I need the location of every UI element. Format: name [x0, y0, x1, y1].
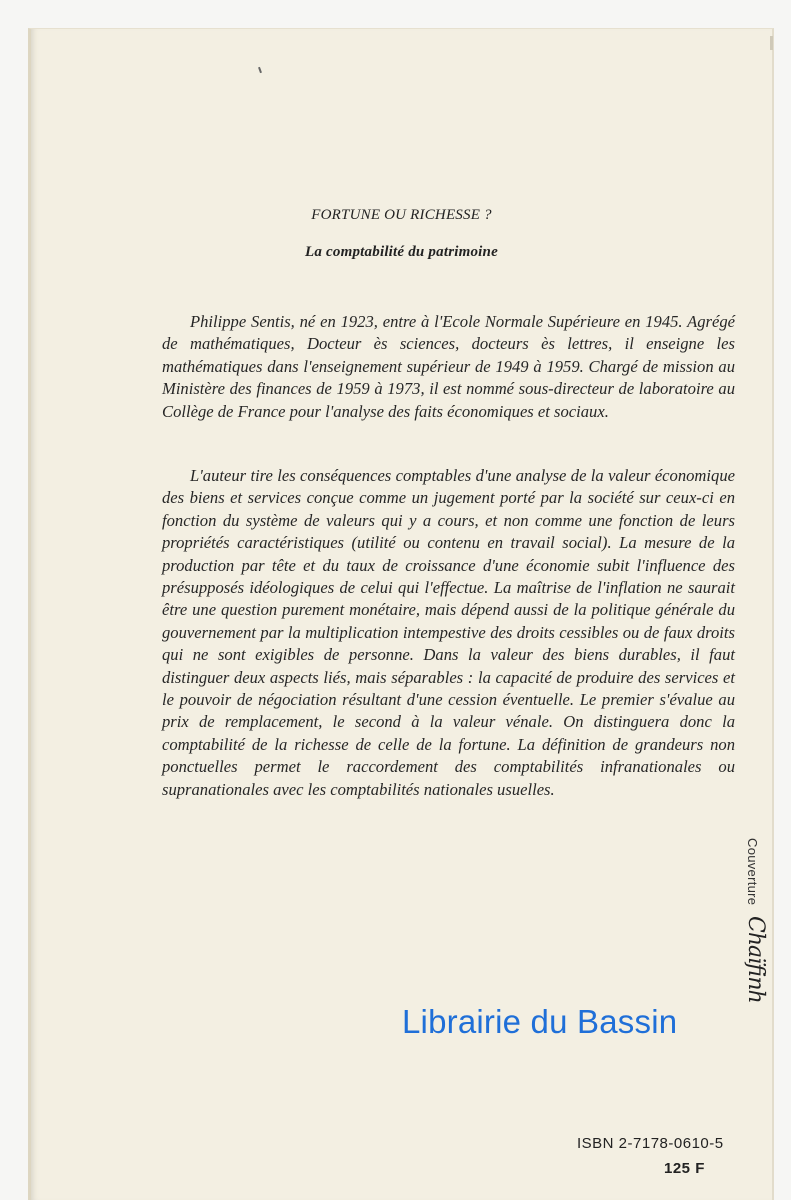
- author-bio: Philippe Sentis, né en 1923, entre à l'Ecole Normale Supérieure en 1945. Agrégé de mathématiques, Docteur ès sciences, docteurs ès lettres, il enseigne les mathématiques dans l'enseignement supérieur de 1949 à 1959. Chargé de mission au Ministère des finances de 1959 à 1973, il est nommé sous-directeur de laboratoire au Collège de France pour l'analyse des faits économiques et sociaux.: [162, 312, 735, 421]
- price-label: 125 F: [664, 1160, 705, 1177]
- pen-mark: [258, 67, 262, 73]
- cover-credit-label: Couverture: [745, 838, 760, 906]
- cover-credit: [735, 838, 781, 1018]
- book-title: FORTUNE OU RICHESSE ?: [311, 207, 492, 223]
- book-summary: L'auteur tire les conséquences comptables d'une analyse de la valeur économique des biens et services conçue comme un jugement porté par la société sur ceux-ci en fonction du système de valeurs qui y a cours, et non comme une fonction de leurs propriétés caractéristiques (utilité ou contenu en travail social). La mesure de la production par tête et du taux de croissance d'une économie subit l'influence des présupposés idéologiques de celui qui l'effectue. La maîtrise de l'inflation ne saurait être une question purement monétaire, mais dépend aussi de la politique générale du gouvernement par la multiplication intempestive des droits cessibles ou de faux droits qui ne sont exigibles de personne. Dans la valeur des biens durables, il faut distinguer deux aspects liés, mais séparables : la capacité de produire des services et le pouvoir de négociation résultant d'une cession éventuelle. Le premier s'évalue au prix de remplacement, le second à la valeur vénale. On distinguera donc la comptabilité de la richesse de celle de la fortune. La définition de grandeurs non ponctuelles permet le raccordement des comptabilités infranationales ou supranationales avec les comptabilités nationales usuelles.: [162, 466, 735, 799]
- isbn-number: ISBN 2-7178-0610-5: [577, 1135, 724, 1152]
- bookshop-watermark: Librairie du Bassin: [402, 1003, 678, 1040]
- book-subtitle: La comptabilité du patrimoine: [305, 244, 498, 260]
- cover-credit-signature: Chaïfinh: [743, 916, 768, 1003]
- cover-edge-wear: [770, 36, 773, 50]
